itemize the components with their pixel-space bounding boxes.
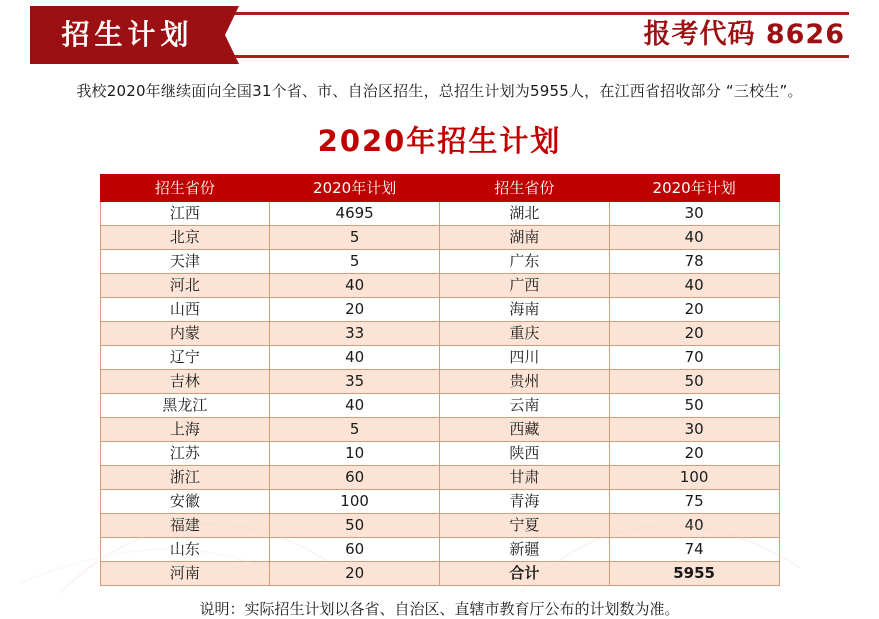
cell-province-right: 陕西 [440,442,610,466]
cell-plan-left: 60 [270,466,440,490]
cell-province-left: 福建 [100,514,270,538]
table-row [100,274,779,298]
cell-plan-left: 10 [270,442,440,466]
cell-plan-right: 30 [609,202,779,226]
cell-province-right: 新疆 [440,538,610,562]
cell-plan-right: 50 [609,370,779,394]
cell-plan-right: 74 [609,538,779,562]
table-row [100,322,779,346]
cell-province-right: 广西 [440,274,610,298]
column-header-plan-2: 2020年计划 [609,175,779,202]
cell-plan-left: 60 [270,538,440,562]
cell-plan-right: 70 [609,346,779,370]
cell-plan-left: 20 [270,298,440,322]
cell-province-left: 吉林 [100,370,270,394]
table-row [100,298,779,322]
table-row [100,538,779,562]
table-row [100,514,779,538]
table-head [100,175,779,202]
cell-plan-left: 5 [270,418,440,442]
cell-plan-right: 75 [609,490,779,514]
cell-province-left: 天津 [100,250,270,274]
cell-plan-left: 5 [270,226,440,250]
cell-plan-right: 20 [609,298,779,322]
table-row [100,490,779,514]
cell-province-right: 宁夏 [440,514,610,538]
cell-province-right: 贵州 [440,370,610,394]
table-row [100,418,779,442]
cell-province-right: 重庆 [440,322,610,346]
column-header-province-2: 招生省份 [440,175,610,202]
cell-province-left: 上海 [100,418,270,442]
column-header-plan-1: 2020年计划 [270,175,440,202]
cell-plan-right: 40 [609,226,779,250]
cell-plan-left: 50 [270,514,440,538]
cell-province-left: 江西 [100,202,270,226]
cell-province-left: 江苏 [100,442,270,466]
intro-paragraph: 我校2020年继续面向全国31个省、市、自治区招生，总招生计划为5955人，在江西省招收部分 “三校生”。 [76,82,803,100]
table-row [100,394,779,418]
table-row [100,442,779,466]
section-title: 2020年招生计划 [317,124,562,158]
footnote: 说明：实际招生计划以各省、自治区、直辖市教育厅公布的计划数为准。 [199,600,680,618]
cell-plan-right: 40 [609,274,779,298]
table-row [100,250,779,274]
cell-province-left: 黑龙江 [100,394,270,418]
cell-province-left: 安徽 [100,490,270,514]
table-row [100,346,779,370]
cell-province-left: 内蒙 [100,322,270,346]
cell-plan-left: 33 [270,322,440,346]
table-row-total [100,562,779,586]
cell-plan-left: 20 [270,562,440,586]
cell-plan-right: 30 [609,418,779,442]
cell-plan-left: 40 [270,274,440,298]
header-tab-notch [225,6,239,64]
cell-province-left: 北京 [100,226,270,250]
cell-plan-right: 50 [609,394,779,418]
cell-province-left: 辽宁 [100,346,270,370]
cell-plan-left: 40 [270,346,440,370]
cell-plan-left: 100 [270,490,440,514]
cell-province-right: 合计 [440,562,610,586]
page-title: 招生计划 [61,18,194,51]
cell-province-right: 四川 [440,346,610,370]
cell-plan-left: 40 [270,394,440,418]
cell-plan-right: 5955 [609,562,779,586]
table-row [100,370,779,394]
cell-province-left: 河南 [100,562,270,586]
column-header-province-1: 招生省份 [100,175,270,202]
plan-table-wrapper [100,174,780,586]
cell-province-right: 湖南 [440,226,610,250]
table-row [100,466,779,490]
table-header-row [100,175,779,202]
cell-province-right: 海南 [440,298,610,322]
cell-plan-left: 5 [270,250,440,274]
cell-plan-left: 35 [270,370,440,394]
cell-plan-right: 78 [609,250,779,274]
cell-province-right: 甘肃 [440,466,610,490]
cell-plan-left: 4695 [270,202,440,226]
cell-province-left: 山西 [100,298,270,322]
cell-province-left: 河北 [100,274,270,298]
cell-plan-right: 100 [609,466,779,490]
cell-plan-right: 20 [609,442,779,466]
cell-province-right: 西藏 [440,418,610,442]
cell-province-right: 湖北 [440,202,610,226]
cell-province-right: 青海 [440,490,610,514]
table-row [100,202,779,226]
enrollment-plan-table [100,174,780,586]
cell-province-left: 山东 [100,538,270,562]
cell-plan-right: 40 [609,514,779,538]
cell-province-right: 广东 [440,250,610,274]
table-row [100,226,779,250]
cell-province-left: 浙江 [100,466,270,490]
admission-code: 报考代码 8626 [643,19,845,50]
page-header [0,0,879,70]
cell-plan-right: 20 [609,322,779,346]
table-body [100,202,779,586]
cell-province-right: 云南 [440,394,610,418]
